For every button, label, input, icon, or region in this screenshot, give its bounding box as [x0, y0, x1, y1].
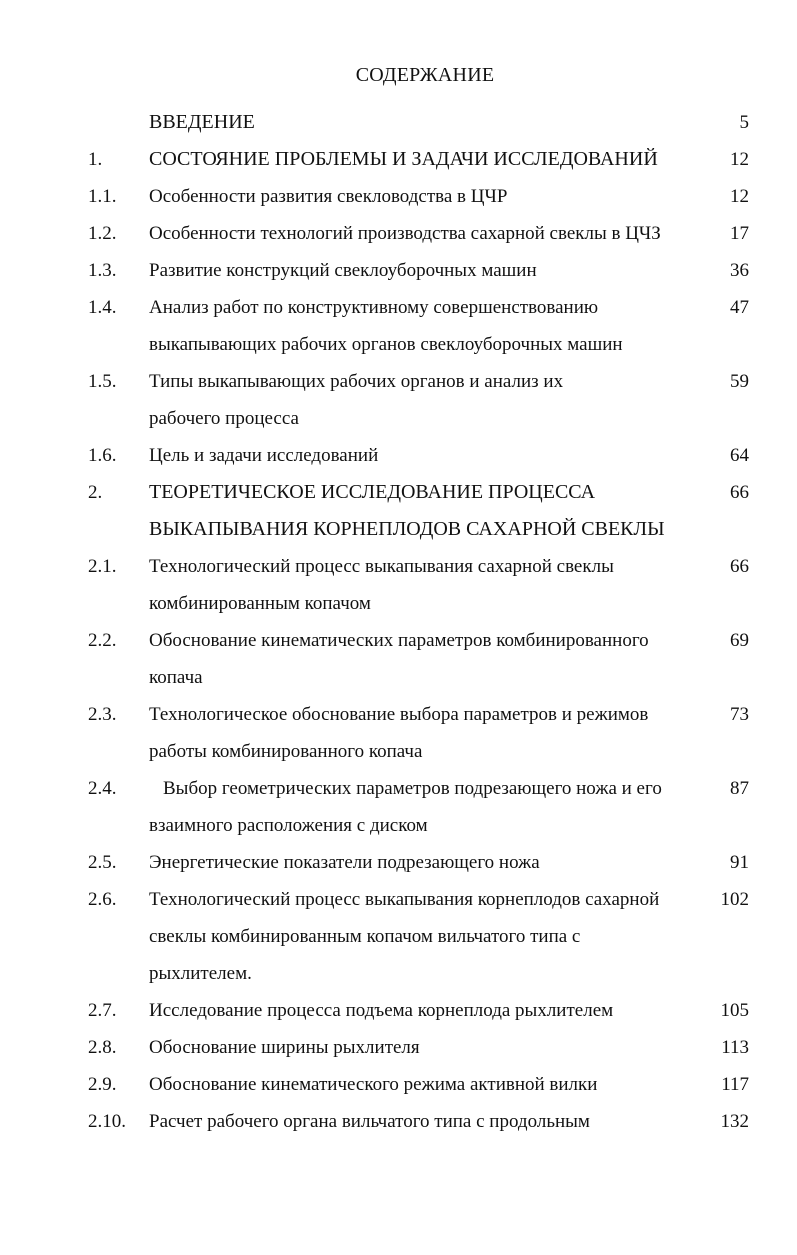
toc-entry-title-line: копача: [149, 667, 203, 688]
page-title: СОДЕРЖАНИЕ: [355, 64, 495, 86]
toc-entry: [0, 141, 797, 178]
toc-entry-title-line: СОСТОЯНИЕ ПРОБЛЕМЫ И ЗАДАЧИ ИССЛЕДОВАНИЙ: [149, 148, 658, 170]
toc-entry-page: 91: [730, 852, 749, 873]
toc-entry-title: [149, 696, 709, 770]
toc-entry: [0, 548, 797, 622]
toc-entry-page: 105: [720, 1000, 749, 1021]
toc-entry: [0, 437, 797, 474]
toc-entry-number: 2.: [88, 482, 103, 503]
toc-entry-page: 47: [730, 297, 749, 318]
toc-entry-number: 1.1.: [88, 186, 117, 207]
toc-entry-title-line: Обоснование кинематических параметров комбинированного: [149, 630, 649, 651]
toc-entry-title-line: Развитие конструкций свеклоуборочных машин: [149, 260, 537, 281]
toc-entry-page: 5: [739, 112, 749, 133]
toc-entry-title: [149, 1066, 709, 1103]
toc-entry-number: 1.2.: [88, 223, 117, 244]
toc-entry: [0, 622, 797, 696]
toc-entry-title-line: Исследование процесса подъема корнеплода рыхлителем: [149, 1000, 614, 1021]
toc-entry-number: 1.6.: [88, 445, 117, 466]
toc-entry-page: 36: [730, 260, 749, 281]
toc-entry-number: 2.9.: [88, 1074, 117, 1095]
toc-entry-page: 17: [730, 223, 749, 244]
toc-entry-title-line: Особенности технологий производства сахарной свеклы в ЦЧЗ: [149, 223, 661, 244]
toc-entry-title: [149, 1029, 709, 1066]
toc-entry-number: 2.3.: [88, 704, 117, 725]
toc-entry-title-line: взаимного расположения с диском: [149, 815, 428, 836]
toc-entry-title: [149, 437, 709, 474]
toc-entry-title-line: Анализ работ по конструктивному совершенствованию: [149, 297, 599, 318]
toc-entry-page: 113: [721, 1037, 749, 1058]
toc-entry-number: 2.6.: [88, 889, 117, 910]
toc-entry-title-line: работы комбинированного копача: [149, 741, 423, 762]
toc-entry: [0, 252, 797, 289]
toc-entry-page: 64: [730, 445, 749, 466]
toc-entry-page: 69: [730, 630, 749, 651]
toc-entry-title: [149, 141, 709, 178]
toc-entry-number: 2.7.: [88, 1000, 117, 1021]
toc-entry-number: 2.4.: [88, 778, 117, 799]
toc-entry-page: 66: [730, 482, 749, 503]
toc-entry-title: [149, 1103, 709, 1140]
toc-entry-number: 2.10.: [88, 1111, 126, 1132]
toc-entry-title-line: Обоснование кинематического режима активной вилки: [149, 1074, 598, 1095]
toc-entry-title-line: рыхлителем.: [149, 963, 252, 984]
toc-entry-title: [149, 622, 709, 696]
toc-entry: [0, 289, 797, 363]
toc-entry-title: [149, 363, 709, 437]
toc-entry-title: [149, 881, 709, 992]
toc-entry: [0, 881, 797, 992]
toc-entry-page: 73: [730, 704, 749, 725]
toc-entry-title-line: Типы выкапывающих рабочих органов и анализ их: [149, 371, 564, 392]
toc-entry-title-line: Выбор геометрических параметров подрезающего ножа и его: [163, 778, 662, 799]
toc-entry-title-line: ВЫКАПЫВАНИЯ КОРНЕПЛОДОВ САХАРНОЙ СВЕКЛЫ: [149, 518, 665, 540]
toc-entry-number: 1.3.: [88, 260, 117, 281]
toc-entry-number: 1.: [88, 149, 103, 170]
toc-entry-number: 1.5.: [88, 371, 117, 392]
table-of-contents: [0, 104, 797, 1140]
toc-entry-page: 12: [730, 149, 749, 170]
toc-entry-title: [149, 844, 709, 881]
toc-entry-title-line: ТЕОРЕТИЧЕСКОЕ ИССЛЕДОВАНИЕ ПРОЦЕССА: [149, 481, 596, 503]
toc-entry-number: 1.4.: [88, 297, 117, 318]
toc-entry: [0, 178, 797, 215]
toc-entry-page: 87: [730, 778, 749, 799]
toc-entry-title-line: Обоснование ширины рыхлителя: [149, 1037, 420, 1058]
toc-entry: [0, 770, 797, 844]
toc-entry-title-line: Технологическое обоснование выбора параметров и режимов: [149, 704, 649, 725]
toc-entry: [0, 474, 797, 548]
toc-entry-number: 2.5.: [88, 852, 117, 873]
toc-entry-title: [149, 104, 709, 141]
toc-entry-title: [149, 215, 709, 252]
toc-entry: [0, 104, 797, 141]
toc-entry-title-line: ВВЕДЕНИЕ: [149, 111, 255, 133]
toc-entry-title-line: свеклы комбинированным копачом вильчатого типа с: [149, 926, 581, 947]
toc-entry-title-line: выкапывающих рабочих органов свеклоуборочных машин: [149, 334, 623, 355]
toc-entry: [0, 696, 797, 770]
toc-entry: [0, 992, 797, 1029]
toc-entry-number: 2.2.: [88, 630, 117, 651]
toc-entry-page: 132: [720, 1111, 749, 1132]
toc-entry-title: [149, 474, 709, 548]
toc-entry-title: [149, 252, 709, 289]
toc-entry: [0, 844, 797, 881]
toc-entry-title-line: Энергетические показатели подрезающего ножа: [149, 852, 540, 873]
toc-entry-number: 2.8.: [88, 1037, 117, 1058]
toc-entry-title-line: Цель и задачи исследований: [149, 445, 379, 466]
toc-entry-title-line: Технологический процесс выкапывания корнеплодов сахарной: [149, 889, 660, 910]
toc-entry-page: 66: [730, 556, 749, 577]
toc-entry-page: 59: [730, 371, 749, 392]
toc-entry: [0, 1066, 797, 1103]
toc-entry: [0, 1103, 797, 1140]
toc-entry-title-line: Расчет рабочего органа вильчатого типа с продольным: [149, 1111, 590, 1132]
toc-entry-page: 102: [720, 889, 749, 910]
toc-entry-number: 2.1.: [88, 556, 117, 577]
toc-entry-title: [149, 770, 709, 844]
toc-entry-title: [149, 548, 709, 622]
toc-entry: [0, 215, 797, 252]
toc-entry-title-line: рабочего процесса: [149, 408, 299, 429]
toc-entry-title-line: Особенности развития свекловодства в ЦЧР: [149, 186, 508, 207]
toc-entry-page: 117: [721, 1074, 749, 1095]
toc-entry: [0, 1029, 797, 1066]
toc-entry-page: 12: [730, 186, 749, 207]
toc-entry-title: [149, 992, 709, 1029]
toc-entry-title: [149, 178, 709, 215]
toc-entry: [0, 363, 797, 437]
toc-entry-title-line: Технологический процесс выкапывания сахарной свеклы: [149, 556, 614, 577]
toc-entry-title-line: комбинированным копачом: [149, 593, 371, 614]
toc-entry-title: [149, 289, 709, 363]
